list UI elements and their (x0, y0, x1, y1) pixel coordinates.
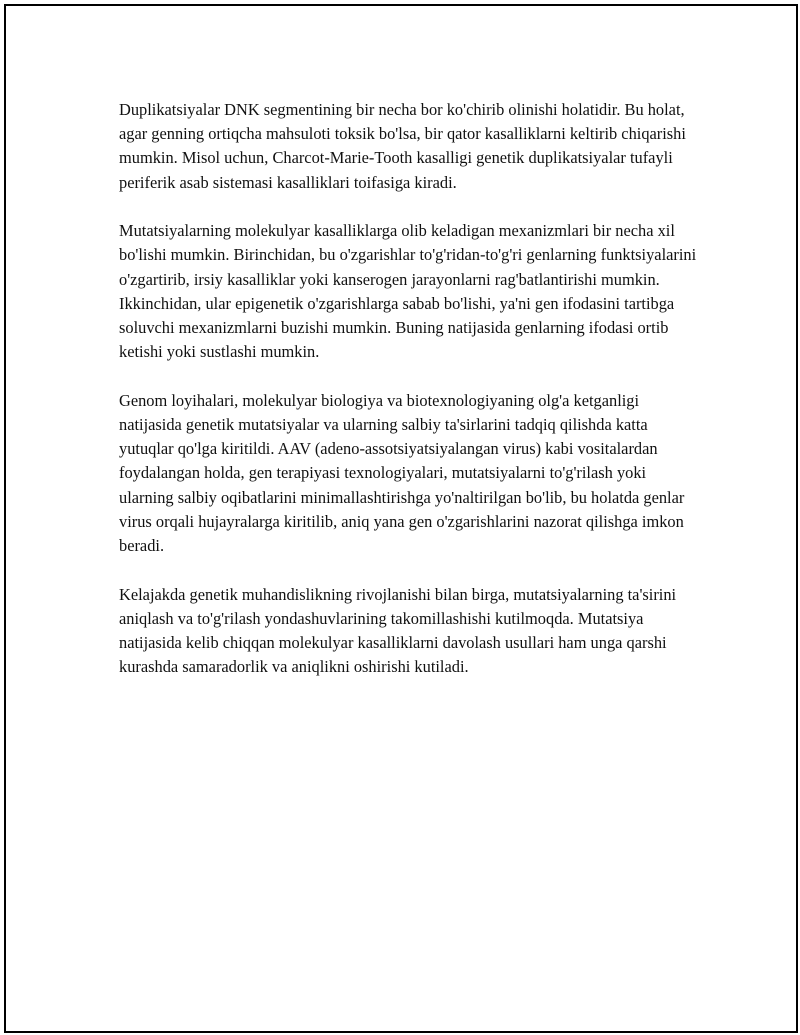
paragraph-duplications: Duplikatsiyalar DNK segmentining bir necha bor ko'chirib olinishi holatidir. Bu holat, agar genning ortiqcha mahsuloti toksik bo'lsa, bir qator kasalliklarni keltirib chiqarishi mumkin. Misol uchun, Charcot-Marie-Tooth kasalligi genetik duplikatsiyalar tufayli periferik asab sistemasi kasalliklari toifasiga kiradi. (119, 100, 686, 192)
paragraph-gene-therapy: Genom loyihalari, molekulyar biologiya va biotexnologiyaning olg'a ketganligi natijasida genetik mutatsiyalar va ularning salbiy ta'sirlarini tadqiq qilishda katta yutuqlar qo'lga kiritildi. AAV (adeno-assotsiyatsiyalangan virus) kabi vositalardan foydalangan holda, gen terapiyasi texnologiyalari, mutatsiyalarni to'g'rilash yoki ularning salbiy oqibatlarini minimallashtirishga yo'naltirilgan bo'lib, bu holatda genlar virus orqali hujayralarga kiritilib, aniq yana gen o'zgarishlarini nazorat qilishga imkon beradi. (119, 390, 685, 556)
paragraph-mechanisms: Mutatsiyalarning molekulyar kasalliklarga olib keladigan mexanizmlari bir necha xil bo'lishi mumkin. Birinchidan, bu o'zgarishlar to'g'ridan-to'g'ri genlarning funktsiyalarini o'zgartirib, irsiy kasalliklar yoki kanserogen jarayonlarni rag'batlantirishi mumkin. Ikkinchidan, ular epigenetik o'zgarishlarga sabab bo'lishi, ya'ni gen ifodasini tartibga soluvchi mexanizmlarni buzishi mumkin. Buning natijasida genlarning ifodasi ortib ketishi yoki sustlashi mumkin. (119, 221, 697, 362)
document-page (4, 4, 798, 1033)
paragraph-future: Kelajakda genetik muhandislikning rivojlanishi bilan birga, mutatsiyalarning ta'sirini aniqlash va to'g'rilash yondashuvlarining takomillashishi kutilmoqda. Mutatsiya natijasida kelib chiqqan molekulyar kasalliklarni davolash usullari ham unga qarshi kurashda samaradorlik va aniqlikni oshirishi kutiladi. (119, 584, 677, 677)
document-body (119, 98, 699, 704)
